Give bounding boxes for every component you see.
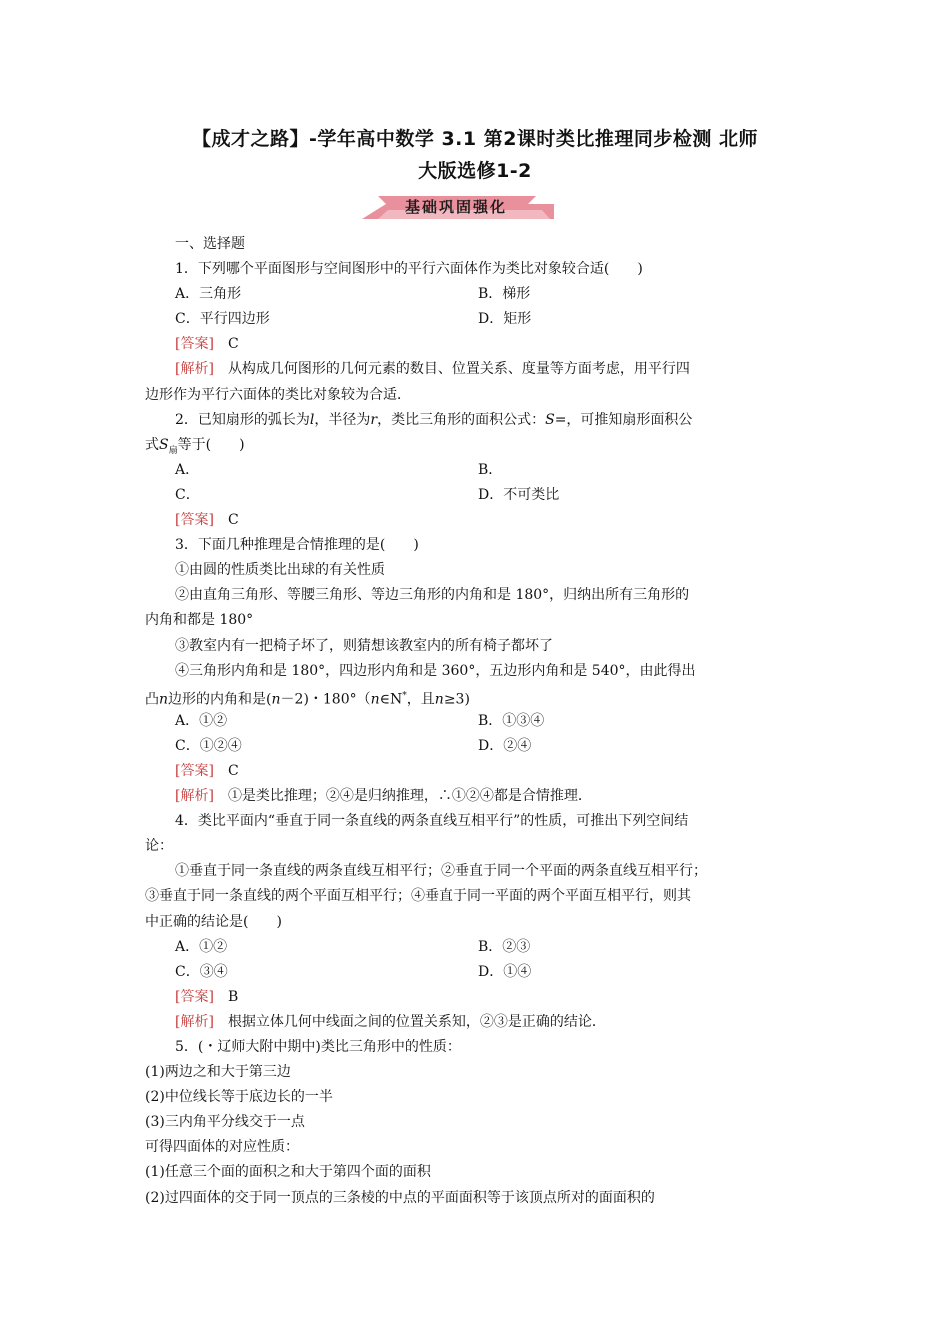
q3-item4-line1: ④三角形内角和是 180°，四边形内角和是 360°，五边形内角和是 540°，由此得出 bbox=[175, 662, 696, 679]
q2-stem-part: 2．已知扇形的弧长为 bbox=[175, 411, 310, 428]
section-banner bbox=[358, 192, 554, 222]
section-heading: 一、选择题 bbox=[175, 236, 245, 252]
q1-option-b: B．梯形 bbox=[477, 286, 531, 303]
q4-stem-line1: 4．类比平面内“垂直于同一条直线的两条直线互相平行”的性质，可推出下列空间结 bbox=[175, 813, 689, 830]
q3-item2-line2: 内角和都是 180° bbox=[145, 612, 254, 629]
q5-property-intro: 可得四面体的对应性质： bbox=[145, 1139, 299, 1156]
q1-answer-value: C bbox=[227, 336, 239, 353]
question-content bbox=[145, 232, 810, 1211]
q1-option-a: A．三角形 bbox=[175, 286, 242, 303]
q2-var-s: S bbox=[545, 411, 555, 428]
q4-option-d: D．①④ bbox=[477, 963, 532, 980]
analysis-tag: [解析] bbox=[175, 1013, 214, 1030]
q1-option-d: D．矩形 bbox=[477, 311, 532, 328]
q4-options-row2 bbox=[145, 960, 810, 985]
q3-item2-line1: ②由直角三角形、等腰三角形、等边三角形的内角和是 180°，归纳出所有三角形的 bbox=[175, 587, 690, 604]
q3-options-row2 bbox=[145, 734, 810, 759]
q5-stem: 5．(・辽师大附中期中)类比三角形中的性质： bbox=[175, 1039, 461, 1055]
q3-answer bbox=[145, 759, 810, 784]
q2-option-d: D．不可类比 bbox=[477, 486, 560, 503]
q3-option-b: B．①③④ bbox=[477, 712, 545, 729]
q3-var-n: n bbox=[370, 691, 380, 708]
q1-stem: 1．下列哪个平面图形与空间图形中的平行六面体作为类比对象较合适( ) bbox=[175, 261, 643, 278]
q2-answer-value: C bbox=[227, 512, 239, 529]
q2-option-b: B． bbox=[477, 461, 503, 478]
q3-analysis-text: ①是类比推理；②④是归纳推理，∴①②④都是合情推理． bbox=[227, 788, 592, 805]
q3-item4-part: ≥3) bbox=[443, 691, 470, 708]
q4-option-a: A．①② bbox=[175, 938, 228, 955]
q3-option-c: C．①②④ bbox=[175, 737, 242, 754]
q5-property-2: (2)中位线长等于底边长的一半 bbox=[145, 1089, 333, 1106]
answer-tag: [答案] bbox=[175, 336, 214, 353]
q3-superscript: * bbox=[402, 690, 407, 701]
q5-tetra-property-2: (2)过四面体的交于同一顶点的三条棱的中点的平面面积等于该顶点所对的面面积的 bbox=[145, 1189, 655, 1206]
q4-option-b: B．②③ bbox=[477, 938, 531, 955]
q4-analysis-text: 根据立体几何中线面之间的位置关系知，②③是正确的结论． bbox=[227, 1013, 606, 1030]
q3-answer-value: C bbox=[227, 762, 239, 779]
q2-var-s: S bbox=[159, 436, 169, 453]
q1-analysis-line1 bbox=[145, 357, 810, 382]
banner-title: 基础巩固强化 bbox=[404, 198, 507, 216]
q2-stem-part: ，类比三角形的面积公式： bbox=[377, 411, 546, 428]
q4-stem-line2: 论： bbox=[145, 838, 173, 855]
q3-var-n: n bbox=[434, 691, 444, 708]
q3-item4-line2 bbox=[145, 684, 810, 709]
q2-var-r: r bbox=[370, 411, 378, 428]
q5-tetra-property-1: (1)任意三个面的面积之和大于第四个面的面积 bbox=[145, 1164, 431, 1181]
analysis-tag: [解析] bbox=[175, 788, 214, 805]
q4-option-c: C．③④ bbox=[175, 963, 228, 980]
q3-item4-part: ∈N bbox=[379, 691, 403, 708]
q2-stem-part: =，可推知扇形面积公 bbox=[554, 411, 693, 428]
q2-options-row2 bbox=[145, 483, 810, 508]
q4-answer-value: B bbox=[227, 988, 239, 1005]
q3-analysis bbox=[145, 784, 810, 809]
q2-stem-part: 式 bbox=[145, 436, 159, 453]
q2-subscript: 扇 bbox=[168, 445, 178, 456]
q2-var-l: l bbox=[309, 411, 315, 428]
answer-tag: [答案] bbox=[175, 988, 214, 1005]
q3-item3: ③教室内有一把椅子坏了，则猜想该教室内的所有椅子都坏了 bbox=[175, 637, 553, 654]
q3-item4-part: ，且 bbox=[406, 691, 435, 708]
q4-statements-line1: ①垂直于同一条直线的两条直线互相平行；②垂直于同一个平面的两条直线互相平行； bbox=[175, 863, 707, 880]
q1-options-row1 bbox=[145, 282, 810, 307]
q3-item1: ①由圆的性质类比出球的有关性质 bbox=[175, 562, 385, 579]
q1-analysis-line2: 边形作为平行六面体的类比对象较为合适． bbox=[145, 386, 411, 403]
q1-analysis-text1: 从构成几何图形的几何元素的数目、位置关系、度量等方面考虑，用平行四 bbox=[227, 361, 690, 378]
analysis-tag: [解析] bbox=[175, 361, 214, 378]
q3-var-n: n bbox=[159, 691, 169, 708]
q4-statements-line2: ③垂直于同一条直线的两个平面互相平行；④垂直于同一平面的两个平面互相平行，则其 bbox=[145, 888, 691, 905]
q5-property-3: (3)三内角平分线交于一点 bbox=[145, 1114, 305, 1131]
q3-item4-part: 凸 bbox=[145, 691, 159, 708]
q1-options-row2 bbox=[145, 307, 810, 332]
q4-answer bbox=[145, 985, 810, 1010]
q5-property-1: (1)两边之和大于第三边 bbox=[145, 1064, 291, 1081]
q1-option-c: C．平行四边形 bbox=[175, 311, 270, 328]
answer-tag: [答案] bbox=[175, 512, 214, 529]
q2-stem-line2 bbox=[145, 433, 810, 458]
q3-var-n: n bbox=[271, 691, 281, 708]
q3-item4-part: 边形的内角和是( bbox=[168, 691, 272, 708]
q2-answer bbox=[145, 508, 810, 533]
q3-options-row1 bbox=[145, 709, 810, 734]
q2-option-a: A． bbox=[175, 461, 200, 478]
q4-statements-line3: 中正确的结论是( ) bbox=[145, 913, 282, 930]
q3-stem: 3．下面几种推理是合情推理的是( ) bbox=[175, 537, 419, 554]
q4-analysis bbox=[145, 1010, 810, 1035]
document-title-line1: 【成才之路】-学年高中数学 3.1 第2课时类比推理同步检测 北师 bbox=[191, 128, 759, 150]
q1-answer bbox=[145, 332, 810, 357]
q2-stem-part: ，半径为 bbox=[314, 411, 371, 428]
q2-options-row1 bbox=[145, 458, 810, 483]
q3-option-a: A．①② bbox=[175, 712, 228, 729]
q2-stem-line1 bbox=[145, 408, 810, 433]
answer-tag: [答案] bbox=[175, 762, 214, 779]
q3-option-d: D．②④ bbox=[477, 737, 532, 754]
q2-option-c: C． bbox=[175, 486, 200, 503]
q3-item4-part: －2)・180°（ bbox=[280, 691, 371, 708]
document-title-line2: 大版选修1-2 bbox=[418, 160, 532, 182]
q4-options-row1 bbox=[145, 935, 810, 960]
q2-stem-part: 等于( ) bbox=[177, 436, 245, 453]
